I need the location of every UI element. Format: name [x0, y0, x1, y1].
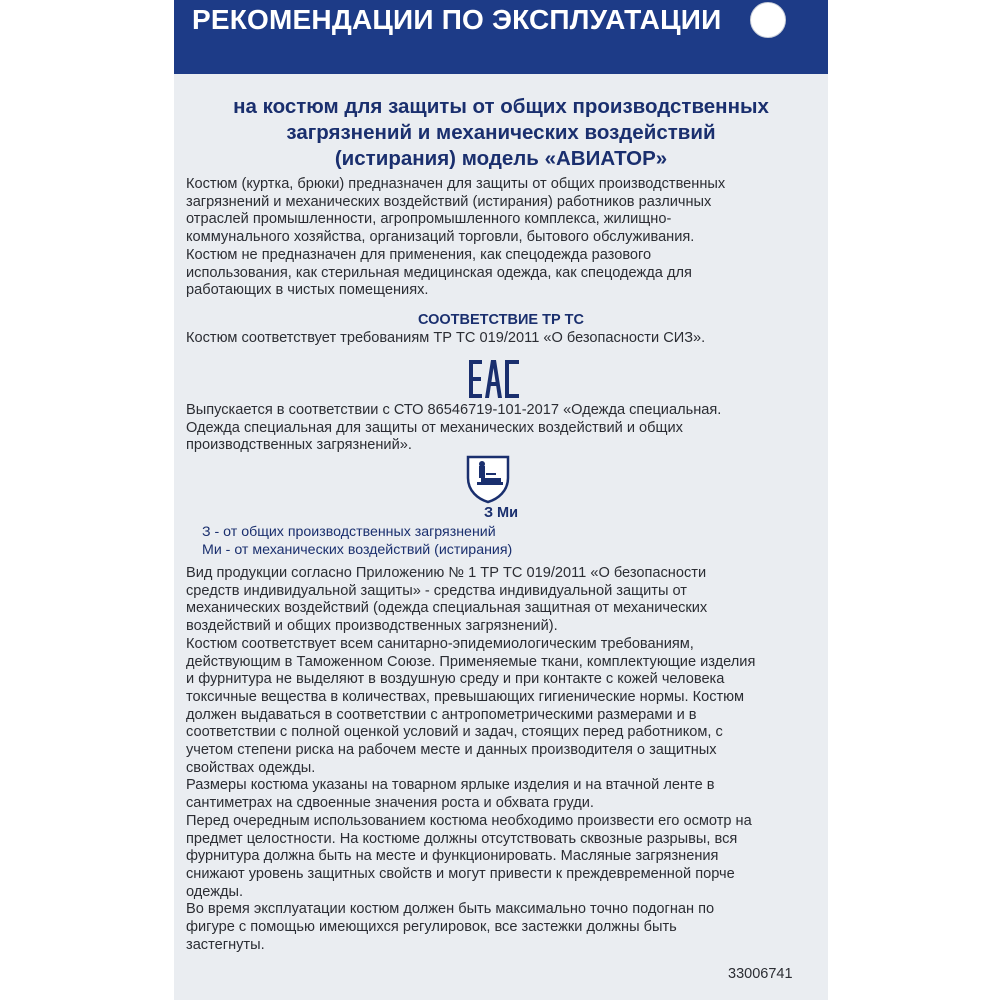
body-paragraph — [186, 565, 755, 954]
body-line: соответствии с полной оценкой условий и задач, стоящих перед работником, с — [186, 724, 723, 741]
intro-line: работающих в чистых помещениях. — [186, 282, 429, 299]
intro-line: использования, как стерильная медицинская одежда, как спецодежда для — [186, 264, 692, 281]
intro-line: Костюм (куртка, брюки) предназначен для защиты от общих производственных — [186, 176, 726, 192]
body-line: токсичные вещества в количествах, превышающих гигиенические нормы. Костюм — [186, 688, 744, 705]
header-title: РЕКОМЕНДАЦИИ ПО ЭКСПЛУАТАЦИИ — [192, 4, 722, 35]
header-bar — [174, 0, 828, 74]
protection-code: З Ми — [483, 505, 519, 521]
body-line: Размеры костюма указаны на товарном ярлыке изделия и на втачной ленте в — [186, 777, 715, 794]
body-line: средств индивидуальной защиты» - средства индивидуальной защиты от — [186, 582, 687, 599]
body-line: свойствах одежды. — [186, 759, 316, 776]
body-line: фигуре с помощью имеющихся регулировок, все застежки должны быть — [186, 919, 677, 936]
body-line: фурнитура должна быть на месте и функционировать. Масляные загрязнения — [186, 848, 719, 865]
body-line: застегнуты. — [186, 936, 265, 953]
legend-line: З - от общих производственных загрязнений — [202, 524, 496, 540]
subtitle — [174, 94, 828, 172]
intro-paragraph — [186, 176, 725, 300]
body-line: и фурнитура не выделяют в воздушную среду и при контакте с кожей человека — [186, 671, 725, 688]
intro-line: Костюм не предназначен для применения, как спецодежда разового — [186, 246, 652, 263]
body-line: учетом степени риска на рабочем месте и данных производителя о защитных — [186, 742, 717, 759]
subtitle-line: на костюм для защиты от общих производственных — [233, 95, 769, 118]
body-line: Во время эксплуатации костюм должен быть максимально точно подогнан по — [186, 901, 715, 918]
standard-line: Выпускается в соответствии с СТО 86546719-101-2017 «Одежда специальная. — [186, 402, 722, 418]
body-line: должен выдаваться в соответствии с антропометрическими размерами и в — [186, 706, 697, 723]
standard-paragraph — [186, 402, 721, 455]
compliance-text — [186, 330, 705, 348]
body-line: Вид продукции согласно Приложению № 1 ТР ТС 019/2011 «О безопасности — [186, 565, 707, 581]
subtitle-line: загрязнений и механических воздействий — [286, 121, 716, 144]
body-line: воздействий и общих производственных загрязнений). — [186, 618, 558, 635]
standard-line: Одежда специальная для защиты от механических воздействий и общих — [186, 419, 683, 436]
compliance-line: Костюм соответствует требованиям ТР ТС 019/2011 «О безопасности СИЗ». — [186, 330, 706, 346]
body-line: снижают уровень защитных свойств и могут привести к преждевременной порче — [186, 865, 735, 882]
body-line: сантиметрах на сдвоенные значения роста и обхвата груди. — [186, 795, 594, 812]
body-line: механических воздействий (одежда специальная защитная от механических — [186, 600, 708, 617]
protective-clothing-shield-icon — [464, 454, 512, 504]
body-line: одежды. — [186, 883, 244, 900]
eac-mark-icon — [469, 360, 519, 398]
hang-hole — [750, 2, 786, 38]
article-number: 33006741 — [728, 966, 793, 982]
compliance-title: СООТВЕТСТВИЕ ТР ТС — [418, 312, 584, 328]
body-line: Костюм соответствует всем санитарно-эпидемиологическим требованиям, — [186, 635, 694, 652]
intro-line: отраслей промышленности, агропромышленного комплекса, жилищно- — [186, 211, 672, 228]
instruction-card — [174, 0, 828, 1000]
subtitle-line: (истирания) модель «АВИАТОР» — [334, 147, 668, 170]
standard-line: производственных загрязнений». — [186, 437, 412, 454]
body-line: действующим в Таможенном Союзе. Применяемые ткани, комплектующие изделия — [186, 653, 756, 670]
protection-legend — [202, 524, 512, 559]
legend-line: Ми - от механических воздействий (истирания) — [202, 541, 513, 558]
intro-line: загрязнений и механических воздействий (истирания) работников различных — [186, 193, 712, 210]
intro-line: коммунального хозяйства, организаций торговли, бытового обслуживания. — [186, 229, 695, 246]
body-line: Перед очередным использованием костюма необходимо произвести его осмотр на — [186, 812, 752, 829]
body-line: предмет целостности. На костюме должны отсутствовать сквозные разрывы, вся — [186, 830, 738, 847]
